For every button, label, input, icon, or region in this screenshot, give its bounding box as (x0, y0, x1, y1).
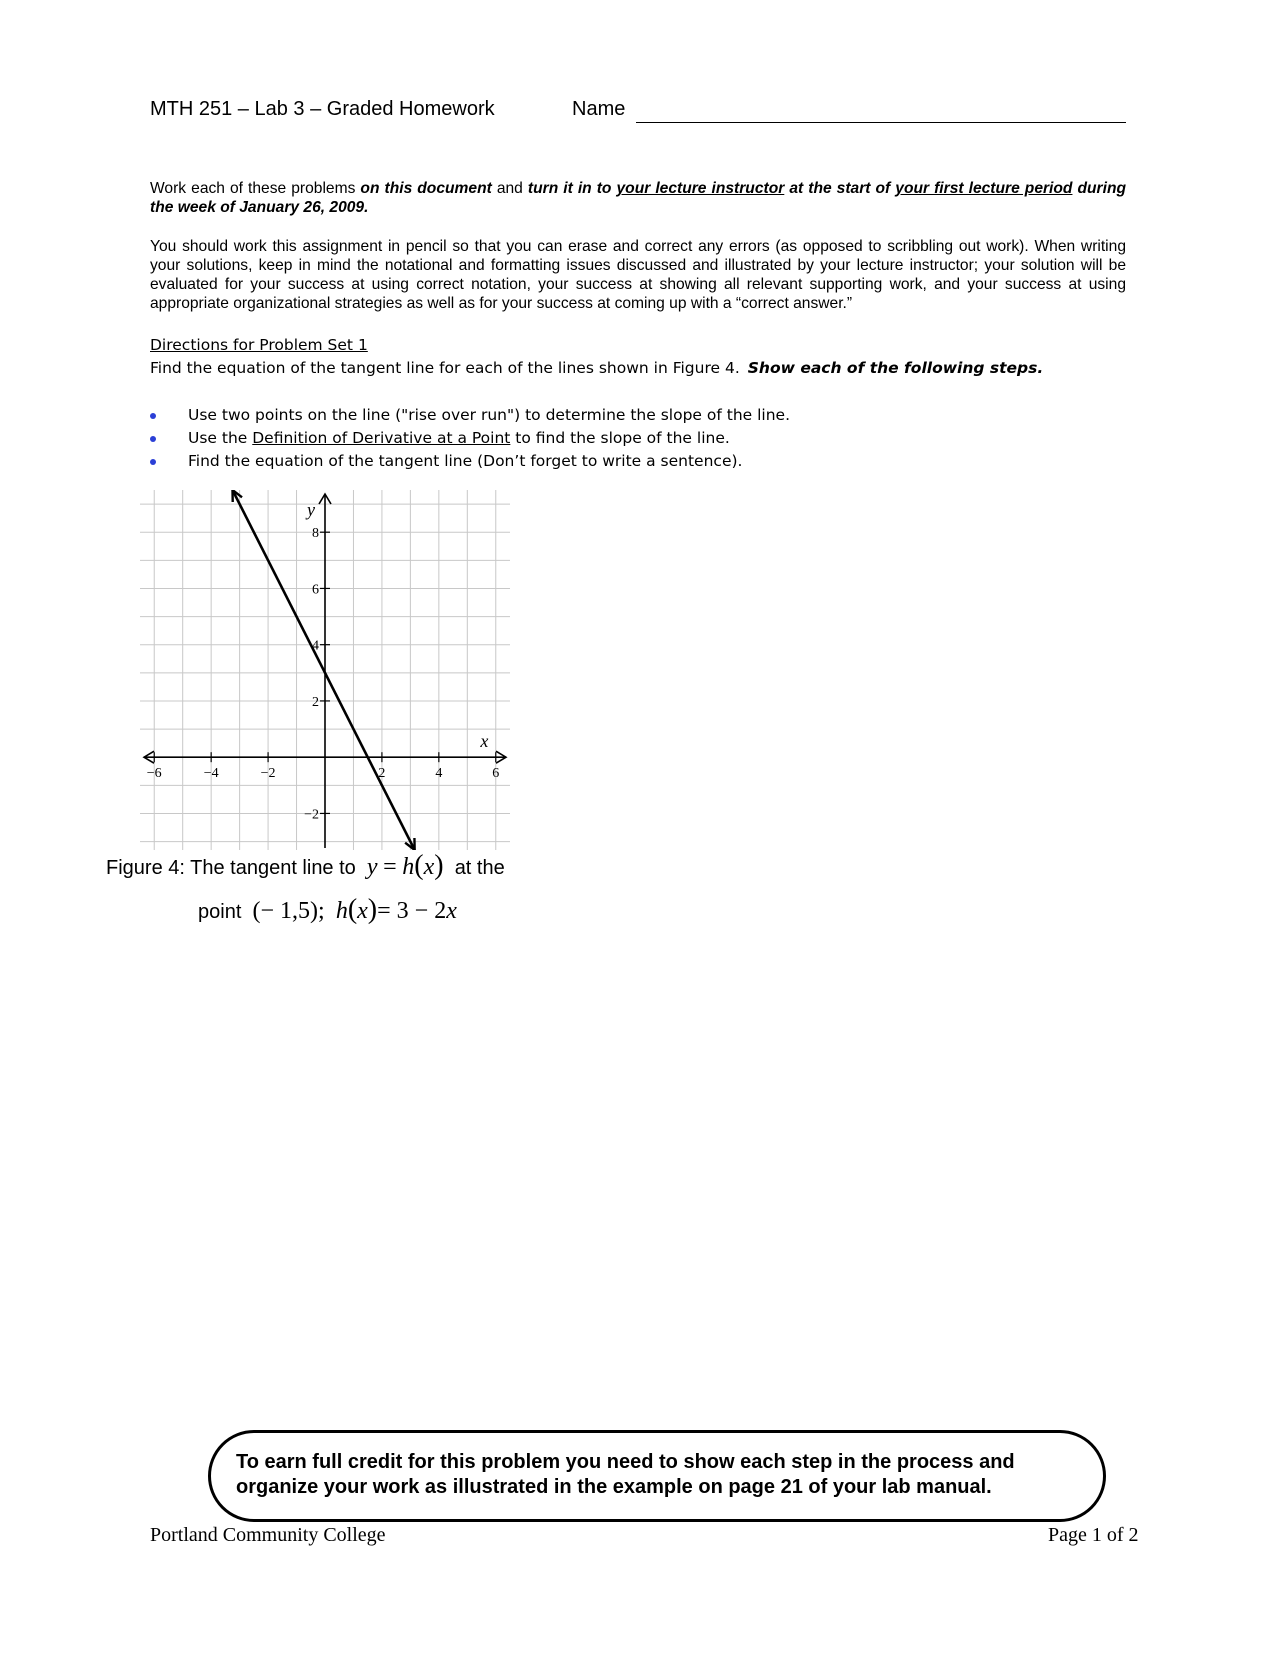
directions-text: Find the equation of the tangent line for each of the lines shown in Figure 4. Show each of the following steps. (150, 359, 1044, 377)
list-item: Find the equation of the tangent line (Don’t forget to write a sentence). (150, 450, 790, 473)
x-tick-label: −4 (203, 766, 219, 782)
name-label: Name (572, 98, 626, 120)
list-item: Use two points on the line ("rise over run") to determine the slope of the line. (150, 404, 790, 427)
x-tick-label: 6 (492, 766, 500, 782)
x-axis-label: x (480, 731, 489, 752)
y-tick-label: 6 (312, 582, 319, 598)
bullet-icon (150, 436, 156, 442)
instructions-paragraph: Work each of these problems on this document and turn it in to your lecture instructor at the start of your first lecture period during the week of January 26, 2009. (150, 180, 1126, 216)
x-tick-label: 2 (378, 766, 386, 782)
tangent-line (233, 490, 415, 850)
footer-institution: Portland Community College (150, 1524, 386, 1546)
y-tick-label: 2 (312, 694, 319, 710)
figure-caption: Figure 4: The tangent line to y = h(x) at the (106, 850, 505, 881)
footer-page-number: Page 1 of 2 (1048, 1524, 1139, 1546)
pencil-instructions-paragraph: You should work this assignment in pencil so that you can erase and correct any errors (as opposed to scribbling out work). When writing your solutions, keep in mind the notational and formatting issues discussed and illustrated by your lecture instructor; your solution will be evaluated for your success at using correct notation, your success at showing all relevant supporting work, and your success at using appropriate organizational strategies as well as for your success at coming up with a “correct answer.” (150, 238, 1126, 312)
steps-list (150, 404, 790, 473)
x-tick-label: −6 (146, 766, 162, 782)
x-tick-label: −2 (260, 766, 276, 782)
directions-heading: Directions for Problem Set 1 (150, 336, 368, 354)
document-title: MTH 251 – Lab 3 – Graded Homework (150, 98, 495, 120)
y-axis-label: y (307, 499, 315, 520)
credit-note: To earn full credit for this problem you need to show each step in the process and organize your work as illustrated in the example on page 21 of your lab manual. (236, 1451, 1015, 1498)
tangent-line-graph (140, 490, 510, 850)
bullet-icon (150, 459, 156, 465)
figure-caption-point: point (− 1,5); h(x)= 3 − 2x (198, 894, 457, 925)
series (233, 490, 415, 850)
x-tick-label: 4 (435, 766, 443, 782)
y-tick-label: −2 (304, 807, 319, 823)
name-blank-line (636, 122, 1126, 123)
y-tick-label: 8 (312, 526, 319, 542)
tick-labels (147, 499, 499, 822)
bullet-icon (150, 413, 156, 419)
y-tick-label: 4 (312, 638, 319, 654)
list-item: Use the Definition of Derivative at a Point to find the slope of the line. (150, 427, 790, 450)
